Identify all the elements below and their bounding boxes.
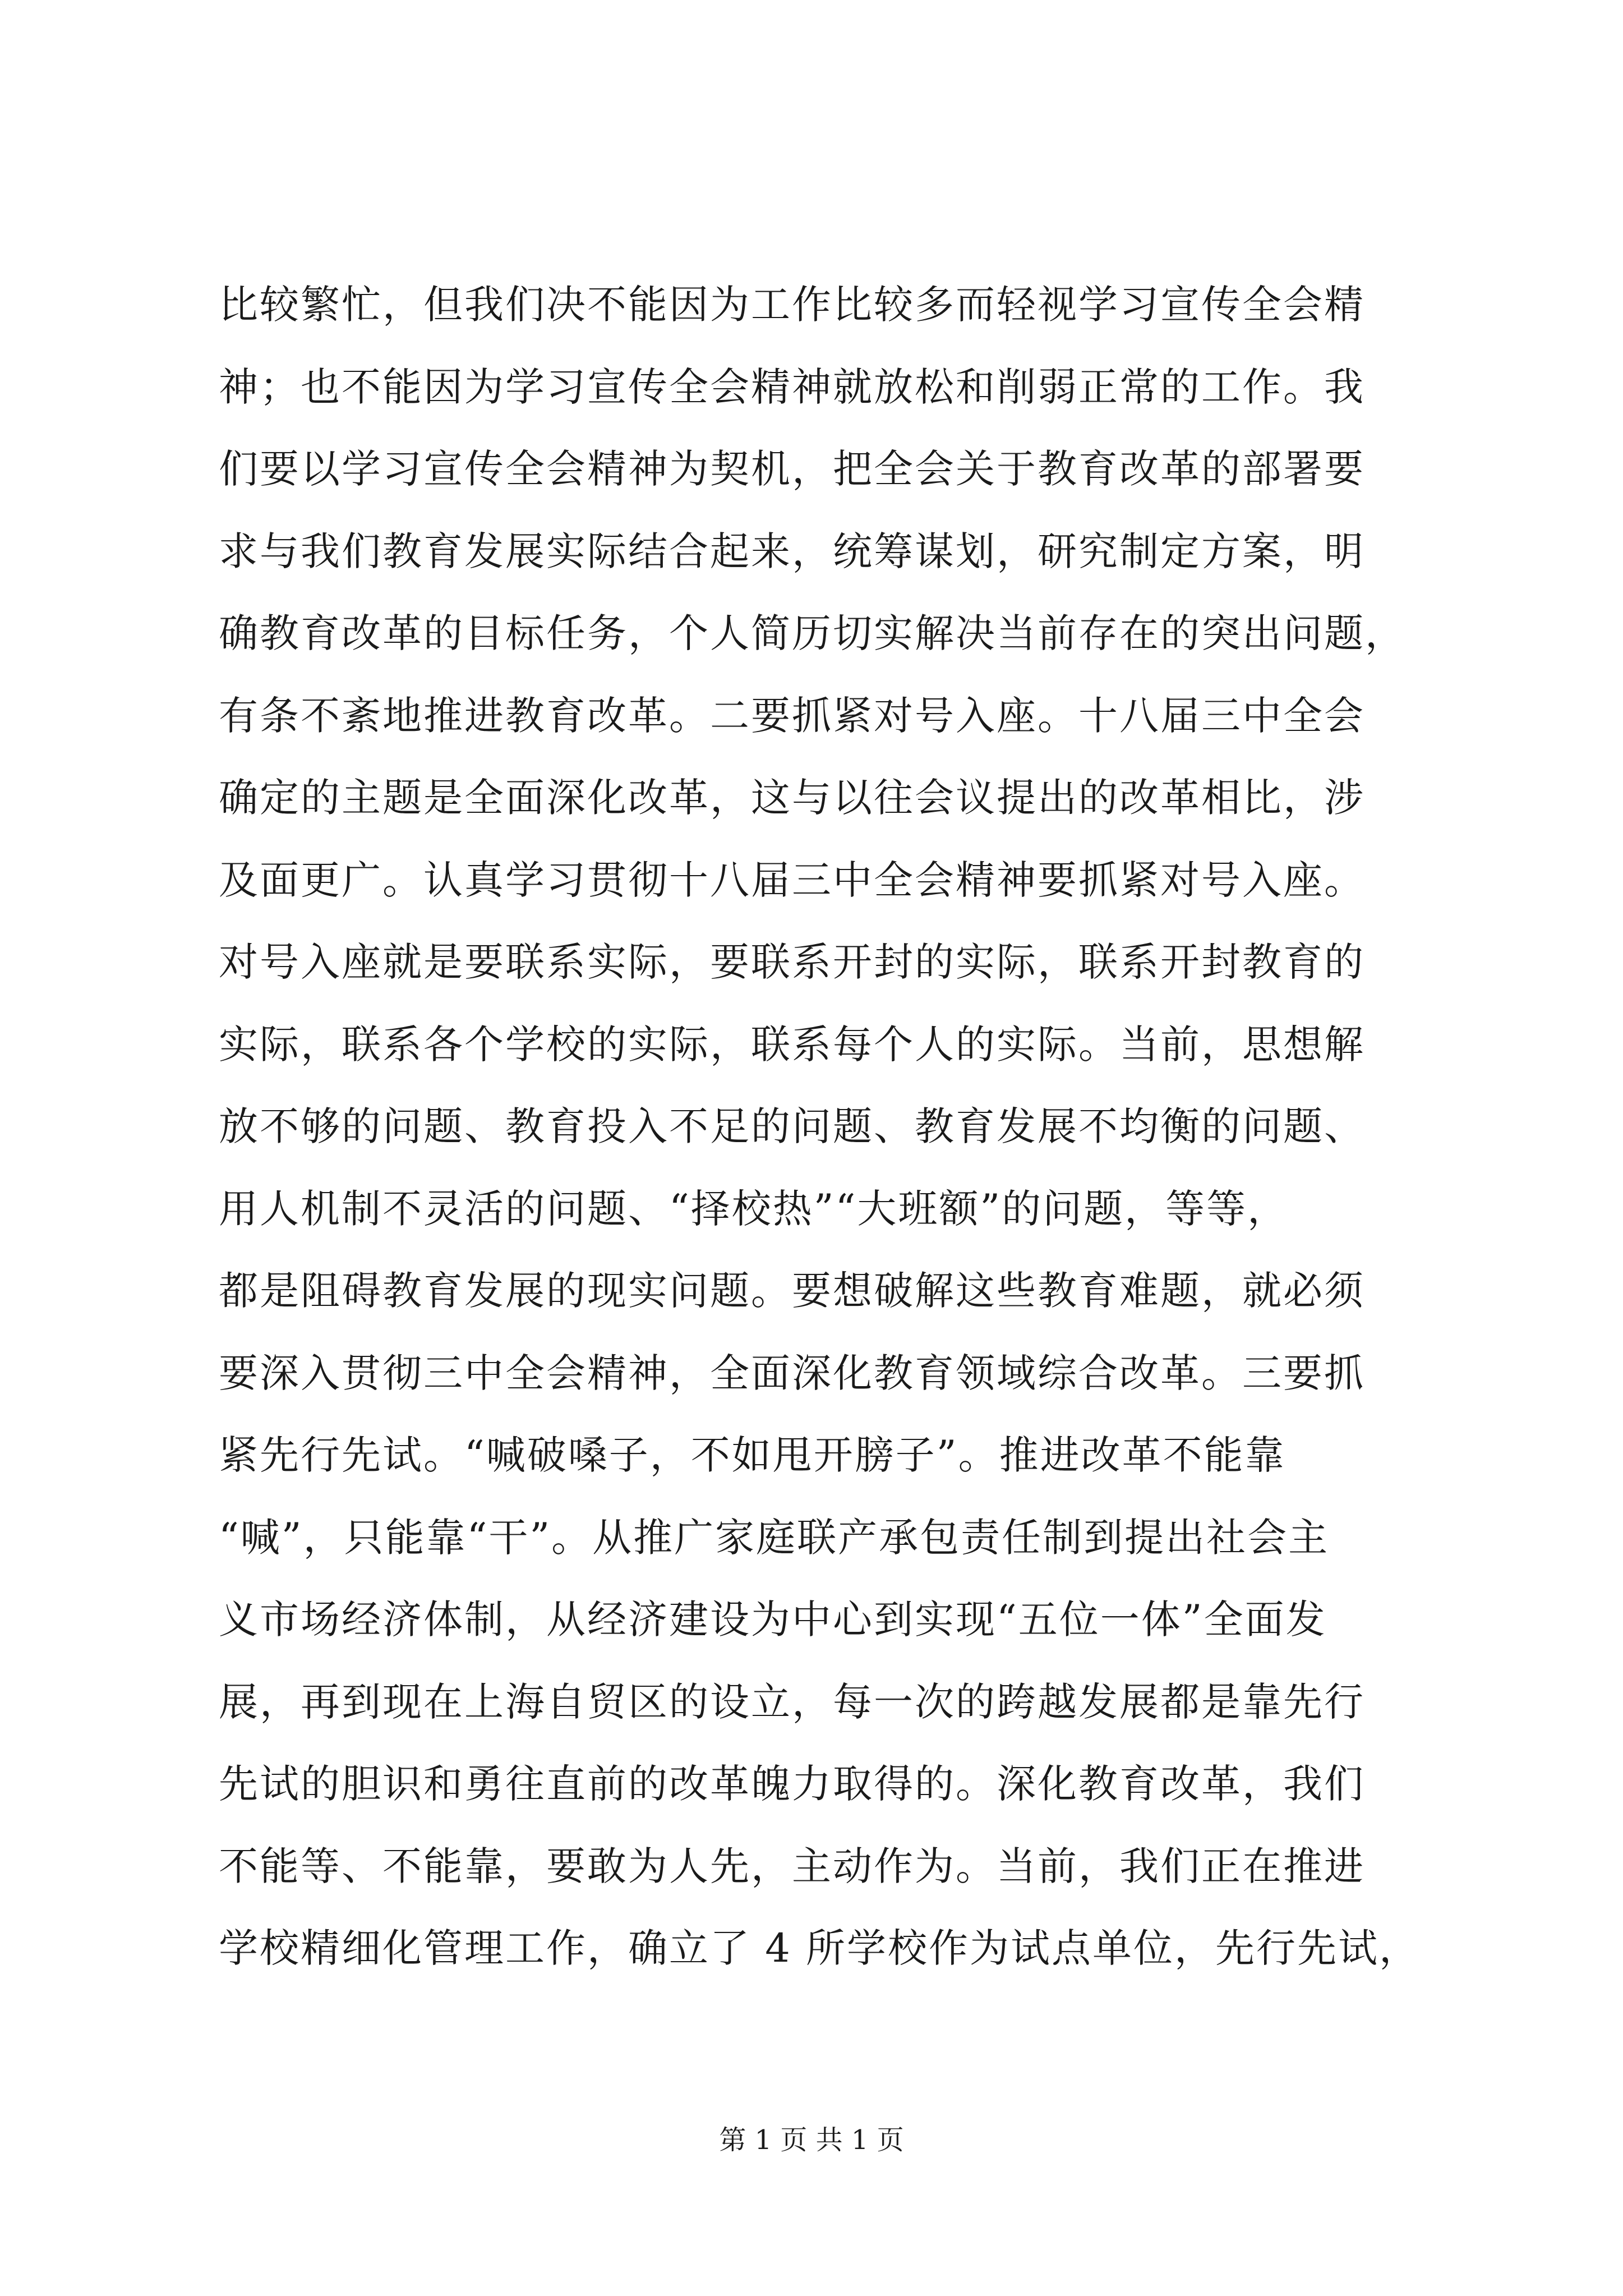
text-line-5: 确教育改革的目标任务，个人简历切实解决当前存在的突出问题， (219, 610, 1406, 656)
text-line-20: 不能等、不能靠，要敢为人先，主动作为。当前，我们正在推进 (219, 1843, 1365, 1889)
page-footer (0, 2123, 1623, 2157)
text-line-19: 先试的胆识和勇往直前的改革魄力取得的。深化教育改革，我们 (219, 1761, 1365, 1807)
text-line-21: 学校精细化管理工作，确立了 4 所学校作为试点单位，先行先试， (219, 1925, 1421, 1971)
page-number-label: 第 1 页 共 1 页 (719, 2124, 904, 2156)
text-line-8: 及面更广。认真学习贯彻十八届三中全会精神要抓紧对号入座。 (219, 857, 1365, 903)
text-line-10: 实际，联系各个学校的实际，联系每个人的实际。当前，思想解 (219, 1021, 1365, 1068)
text-line-17: 义市场经济体制，从经济建设为中心到实现“五位一体”全面发 (219, 1596, 1327, 1642)
text-line-16: “喊”，只能靠“干”。从推广家庭联产承包责任制到提出社会主 (219, 1514, 1330, 1561)
text-line-3: 们要以学习宣传全会精神为契机，把全会关于教育改革的部署要 (219, 446, 1365, 492)
text-line-2: 神；也不能因为学习宣传全会精神就放松和削弱正常的工作。我 (219, 364, 1365, 410)
text-line-7: 确定的主题是全面深化改革，这与以往会议提出的改革相比，涉 (219, 775, 1365, 821)
text-line-18: 展，再到现在上海自贸区的设立，每一次的跨越发展都是靠先行 (219, 1678, 1365, 1725)
text-line-14: 要深入贯彻三中全会精神，全面深化教育领域综合改革。三要抓 (219, 1350, 1365, 1396)
text-line-12: 用人机制不灵活的问题、“择校热”“大班额”的问题，等等， (219, 1185, 1289, 1232)
text-line-1: 比较繁忙，但我们决不能因为工作比较多而轻视学习宣传全会精 (219, 282, 1365, 328)
body-paragraph (219, 264, 1436, 1990)
text-line-13: 都是阻碍教育发展的现实问题。要想破解这些教育难题，就必须 (219, 1268, 1365, 1314)
text-line-9: 对号入座就是要联系实际，要联系开封的实际，联系开封教育的 (219, 939, 1365, 985)
text-line-4: 求与我们教育发展实际结合起来，统筹谋划，研究制定方案，明 (219, 528, 1365, 574)
text-line-6: 有条不紊地推进教育改革。二要抓紧对号入座。十八届三中全会 (219, 692, 1365, 739)
text-line-15: 紧先行先试。“喊破嗓子，不如甩开膀子”。推进改革不能靠 (219, 1432, 1286, 1478)
text-line-11: 放不够的问题、教育投入不足的问题、教育发展不均衡的问题、 (219, 1103, 1365, 1149)
